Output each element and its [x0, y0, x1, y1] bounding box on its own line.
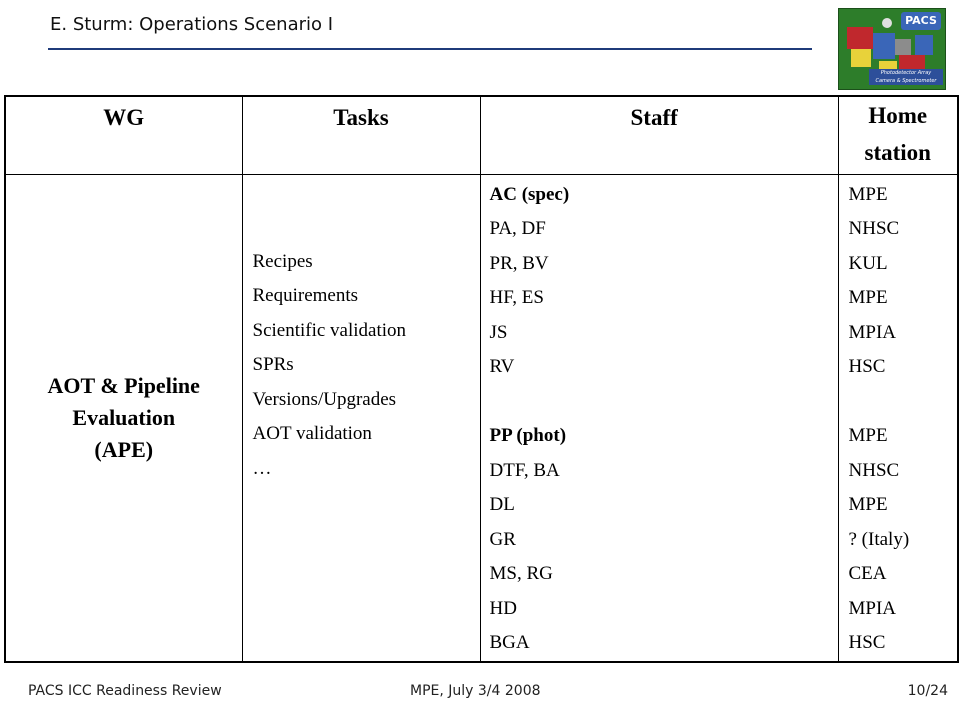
staff-item: GR	[489, 528, 516, 550]
footer-center: MPE, July 3/4 2008	[410, 683, 541, 699]
home-item: MPE	[848, 287, 888, 308]
home-station-cell	[838, 174, 958, 662]
header-home-station	[838, 96, 958, 174]
home-item: HSC	[848, 632, 886, 653]
logo-caption-line: Camera & Spectrometer	[875, 78, 937, 84]
pacs-logo	[838, 8, 946, 90]
logo-badge: PACS	[901, 12, 941, 30]
staff-item: DTF, BA	[489, 459, 560, 481]
header-home-line: station	[864, 140, 931, 165]
header-tasks: Tasks	[242, 96, 480, 174]
home-item: MPIA	[848, 321, 897, 343]
task-item: AOT validation	[252, 423, 372, 444]
task-item: Recipes	[252, 250, 313, 272]
staff-item: HD	[489, 597, 517, 619]
wg-name-line: Evaluation	[72, 404, 176, 430]
home-item: MPE	[848, 183, 888, 205]
logo-caption	[869, 69, 943, 85]
slide-title: E. Sturm: Operations Scenario I	[50, 14, 334, 35]
logo-caption-line: Photodetector Array	[880, 70, 932, 76]
wg-name-cell	[5, 174, 242, 662]
staff-item: DL	[489, 494, 515, 515]
staff-group-heading: PP (phot)	[489, 425, 567, 446]
staff-item: RV	[489, 356, 515, 377]
staff-group-heading: AC (spec)	[489, 183, 570, 205]
task-item: Scientific validation	[252, 319, 407, 341]
page-number: 10/24	[907, 683, 948, 699]
home-item: CEA	[848, 563, 887, 584]
header-staff: Staff	[480, 96, 838, 174]
staff-item: BGA	[489, 632, 530, 653]
home-item: NHSC	[848, 218, 900, 239]
wg-name-line: AOT & Pipeline	[47, 372, 200, 398]
header-divider	[48, 48, 812, 50]
home-item: MPE	[848, 494, 888, 515]
staff-item: PA, DF	[489, 218, 546, 239]
header-home-line: Home	[868, 103, 928, 128]
tasks-cell	[242, 174, 480, 662]
home-item: HSC	[848, 356, 886, 377]
home-spacer	[849, 385, 958, 420]
wg-table	[4, 95, 959, 663]
staff-spacer	[490, 385, 838, 420]
task-item: Versions/Upgrades	[252, 388, 397, 410]
home-item: MPIA	[848, 597, 897, 619]
staff-item: PR, BV	[489, 252, 549, 274]
home-item: ? (Italy)	[848, 528, 910, 550]
task-item: …	[252, 457, 272, 479]
task-item: Requirements	[252, 285, 359, 306]
footer-left: PACS ICC Readiness Review	[28, 683, 222, 699]
staff-item: HF, ES	[489, 287, 544, 308]
home-item: MPE	[848, 425, 888, 446]
task-item: SPRs	[252, 354, 294, 375]
header-wg: WG	[5, 96, 242, 174]
staff-cell	[480, 174, 838, 662]
staff-item: MS, RG	[489, 563, 553, 584]
home-item: NHSC	[848, 459, 900, 481]
staff-item: JS	[489, 321, 508, 343]
home-item: KUL	[848, 252, 888, 274]
wg-name-line: (APE)	[94, 436, 154, 462]
